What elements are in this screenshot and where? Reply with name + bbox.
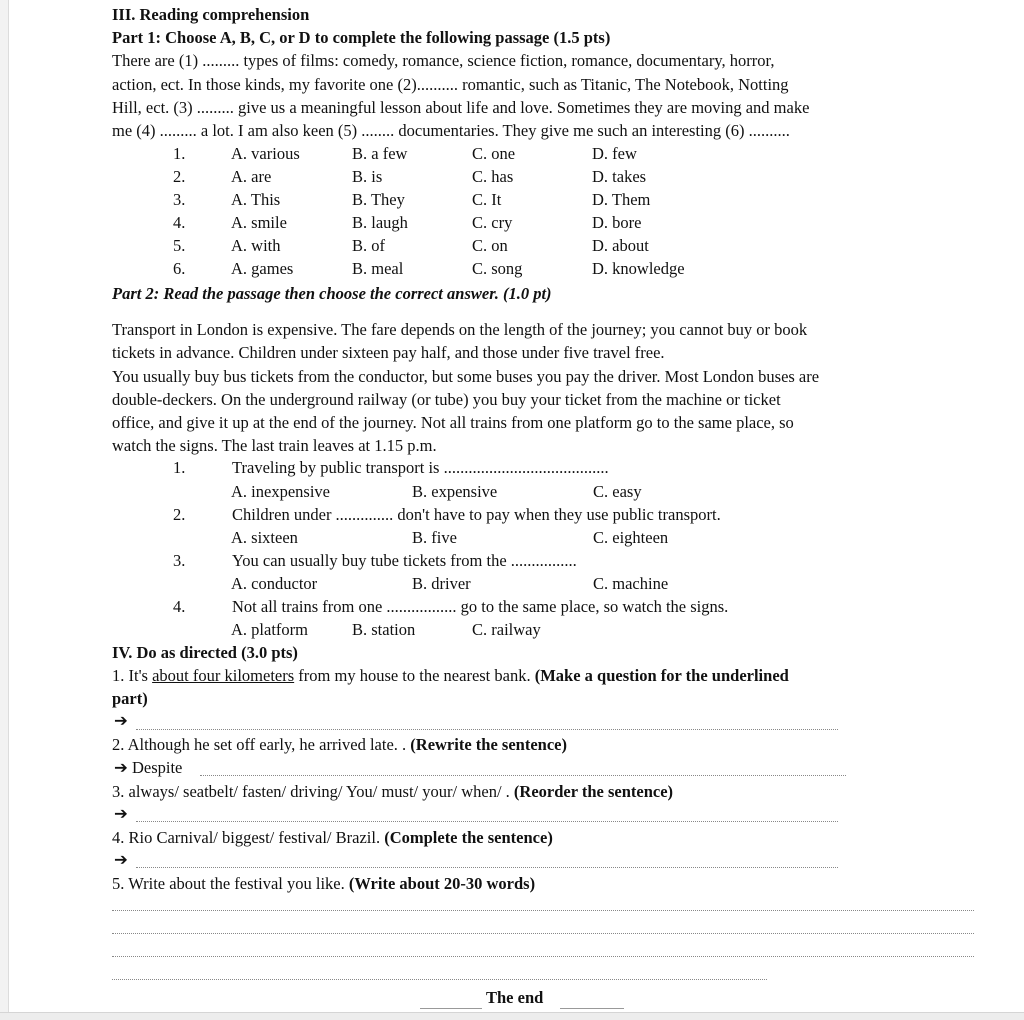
option-d: D. about (592, 236, 649, 255)
q1-answer-line[interactable] (136, 729, 838, 730)
option-a: A. conductor (231, 574, 318, 593)
arrow-icon: ➔ (114, 711, 128, 730)
option-a: A. platform (231, 620, 308, 639)
part-2-passage-line: double-deckers. On the underground railway (or tube) you buy your ticket from the machine or ticket (112, 390, 781, 409)
option-c: C. one (472, 144, 516, 163)
option-d: D. few (592, 144, 637, 163)
q1-prefix: 1. It's (112, 666, 153, 685)
q1-underlined-part: about four kilometers (152, 666, 295, 685)
part-1-passage-line: Hill, ect. (3) ......... give us a meaningful lesson about life and love. Sometimes they are moving and make (112, 98, 810, 117)
question-number: 4. (173, 597, 186, 616)
part-2-passage-line: Transport in London is expensive. The fare depends on the length of the journey; you cannot buy or book (112, 320, 808, 339)
q1-instruction: (Make a question for the underlined (534, 666, 789, 685)
option-b: B. driver (412, 574, 471, 593)
question-stem: Not all trains from one ................. go to the same place, so watch the signs. (232, 597, 729, 616)
q3-text: 3. always/ seatbelt/ fasten/ driving/ You/ must/ your/ when/ . (112, 782, 514, 801)
q2-instruction: (Rewrite the sentence) (410, 735, 567, 754)
option-c: C. cry (472, 213, 513, 232)
option-d: D. bore (592, 213, 642, 232)
question-stem: Traveling by public transport is ........................................ (232, 458, 609, 477)
q5-writing-line[interactable] (112, 956, 974, 957)
option-b: B. is (352, 167, 383, 186)
q5-writing-line[interactable] (112, 979, 767, 980)
option-b: B. meal (352, 259, 404, 278)
part-1-passage-line: action, ect. In those kinds, my favorite one (2).......... romantic, such as Titanic, The Notebook, Notting (112, 75, 789, 94)
question-number: 2. (173, 505, 186, 524)
page-left-edge (0, 0, 9, 1019)
option-c: C. song (472, 259, 523, 278)
option-a: A. sixteen (231, 528, 298, 547)
question-number: 4. (173, 213, 186, 232)
option-b: B. expensive (412, 482, 498, 501)
part-2-passage-line: You usually buy bus tickets from the conductor, but some buses you pay the driver. Most London buses are (112, 367, 820, 386)
part-1-heading: Part 1: Choose A, B, C, or D to complete the following passage (1.5 pts) (112, 28, 611, 47)
part-1-passage-line: me (4) ......... a lot. I am also keen (5) ........ documentaries. They give me such an interesting (6) .......... (112, 121, 790, 140)
q4-answer-line[interactable] (136, 867, 838, 868)
option-a: A. games (231, 259, 294, 278)
option-c: C. It (472, 190, 502, 209)
q5-line (112, 876, 535, 893)
q4-line (112, 830, 553, 847)
option-c: C. on (472, 236, 508, 255)
option-b: B. They (352, 190, 405, 209)
footer-rule-left (420, 1008, 482, 1009)
option-c: C. machine (593, 574, 669, 593)
question-number: 3. (173, 551, 186, 570)
q3-line (112, 784, 673, 801)
part-2-passage-line: office, and give it up at the end of the journey. Not all trains from one platform go to the same place, so (112, 413, 794, 432)
q3-answer-line[interactable] (136, 821, 838, 822)
question-stem: Children under .............. don't have to pay when they use public transport. (232, 505, 721, 524)
q2-answer-line[interactable] (200, 775, 846, 776)
option-c: C. railway (472, 620, 541, 639)
section-3-heading: III. Reading comprehension (112, 5, 310, 24)
question-number: 2. (173, 167, 186, 186)
q1-rest: from my house to the nearest bank. (294, 666, 535, 685)
q1-instruction-cont: part) (112, 689, 148, 708)
question-number: 3. (173, 190, 186, 209)
q1-line (112, 668, 789, 685)
footer-rule-right (560, 1008, 624, 1009)
option-b: B. station (352, 620, 416, 639)
part-2-passage-line: tickets in advance. Children under sixteen pay half, and those under five travel free. (112, 343, 665, 362)
option-d: D. takes (592, 167, 647, 186)
option-b: B. laugh (352, 213, 408, 232)
part-2-passage-line: watch the signs. The last train leaves at 1.15 p.m. (112, 436, 437, 455)
q3-instruction: (Reorder the sentence) (513, 782, 674, 801)
arrow-icon: ➔ (114, 804, 128, 823)
option-c: C. eighteen (593, 528, 669, 547)
question-number: 6. (173, 259, 186, 278)
question-number: 1. (173, 458, 186, 477)
question-number: 1. (173, 144, 186, 163)
q5-writing-line[interactable] (112, 933, 974, 934)
option-d: D. knowledge (592, 259, 685, 278)
arrow-icon: ➔ (114, 850, 128, 869)
q5-text: 5. Write about the festival you like. (112, 874, 349, 893)
option-d: D. Them (592, 190, 651, 209)
option-b: B. a few (352, 144, 408, 163)
option-a: A. This (231, 190, 281, 209)
option-c: C. easy (593, 482, 642, 501)
q2-text: 2. Although he set off early, he arrived late. . (112, 735, 411, 754)
q2-answer-prefix: Despite (131, 758, 183, 777)
option-c: C. has (472, 167, 514, 186)
q5-writing-line[interactable] (112, 910, 974, 911)
q4-instruction: (Complete the sentence) (384, 828, 553, 847)
option-b: B. five (412, 528, 457, 547)
option-a: A. smile (231, 213, 287, 232)
option-a: A. various (231, 144, 300, 163)
q5-instruction: (Write about 20-30 words) (348, 874, 536, 893)
the-end-label: The end (486, 988, 544, 1007)
arrow-icon: ➔ (114, 758, 128, 777)
section-4-heading: IV. Do as directed (3.0 pts) (112, 643, 298, 662)
q4-text: 4. Rio Carnival/ biggest/ festival/ Brazil. (112, 828, 385, 847)
part-2-heading: Part 2: Read the passage then choose the correct answer. (1.0 pt) (112, 284, 552, 303)
part-1-passage-line: There are (1) ......... types of films: comedy, romance, science fiction, romance, documentary, horror, (112, 51, 775, 70)
option-b: B. of (352, 236, 385, 255)
q2-answer-row (114, 760, 182, 777)
option-a: A. with (231, 236, 281, 255)
q2-line (112, 737, 567, 754)
option-a: A. are (231, 167, 272, 186)
option-a: A. inexpensive (231, 482, 330, 501)
question-stem: You can usually buy tube tickets from the ................ (232, 551, 577, 570)
question-number: 5. (173, 236, 186, 255)
